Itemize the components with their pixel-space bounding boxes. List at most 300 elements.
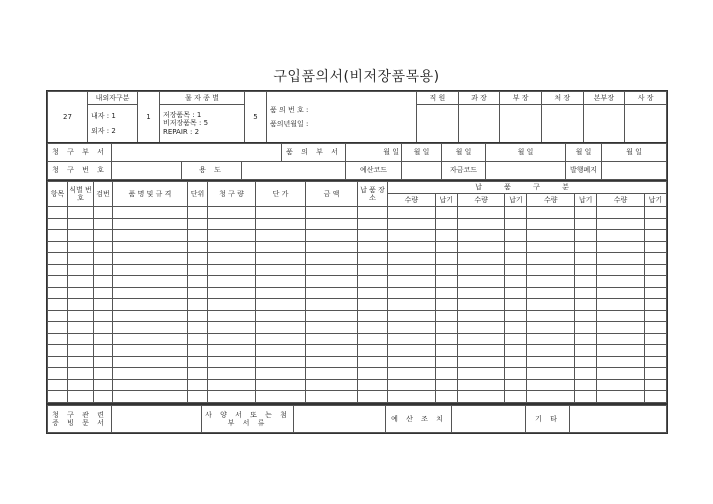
item-cell[interactable]: [208, 322, 256, 334]
sign-box-3[interactable]: [500, 105, 542, 143]
item-cell[interactable]: [435, 264, 457, 276]
item-cell[interactable]: [188, 368, 208, 380]
item-cell[interactable]: [358, 264, 388, 276]
item-cell[interactable]: [644, 241, 666, 253]
item-cell[interactable]: [48, 287, 68, 299]
item-cell[interactable]: [94, 287, 113, 299]
item-cell[interactable]: [597, 322, 645, 334]
item-cell[interactable]: [575, 264, 597, 276]
item-cell[interactable]: [113, 391, 188, 403]
item-cell[interactable]: [68, 253, 94, 265]
item-cell[interactable]: [457, 356, 505, 368]
item-cell[interactable]: [68, 207, 94, 219]
item-cell[interactable]: [113, 322, 188, 334]
item-cell[interactable]: [94, 322, 113, 334]
item-cell[interactable]: [575, 287, 597, 299]
item-cell[interactable]: [388, 345, 436, 357]
item-cell[interactable]: [113, 230, 188, 242]
item-cell[interactable]: [457, 241, 505, 253]
item-cell[interactable]: [457, 391, 505, 403]
item-cell[interactable]: [644, 322, 666, 334]
item-cell[interactable]: [388, 356, 436, 368]
item-cell[interactable]: [94, 253, 113, 265]
item-cell[interactable]: [94, 345, 113, 357]
item-cell[interactable]: [306, 356, 358, 368]
item-cell[interactable]: [68, 264, 94, 276]
docs-field[interactable]: [112, 406, 202, 433]
item-cell[interactable]: [48, 333, 68, 345]
item-cell[interactable]: [435, 287, 457, 299]
item-cell[interactable]: [575, 299, 597, 311]
item-cell[interactable]: [256, 333, 306, 345]
item-cell[interactable]: [256, 276, 306, 288]
item-cell[interactable]: [306, 218, 358, 230]
item-cell[interactable]: [306, 230, 358, 242]
item-cell[interactable]: [113, 333, 188, 345]
item-cell[interactable]: [48, 345, 68, 357]
item-cell[interactable]: [644, 379, 666, 391]
item-cell[interactable]: [358, 287, 388, 299]
item-cell[interactable]: [358, 230, 388, 242]
item-cell[interactable]: [505, 345, 527, 357]
item-cell[interactable]: [597, 230, 645, 242]
item-cell[interactable]: [208, 218, 256, 230]
item-cell[interactable]: [644, 310, 666, 322]
item-cell[interactable]: [527, 356, 575, 368]
item-cell[interactable]: [457, 264, 505, 276]
item-cell[interactable]: [527, 253, 575, 265]
req-no-field[interactable]: [112, 162, 182, 180]
item-cell[interactable]: [575, 379, 597, 391]
item-cell[interactable]: [388, 322, 436, 334]
item-cell[interactable]: [188, 345, 208, 357]
item-cell[interactable]: [48, 207, 68, 219]
item-cell[interactable]: [94, 218, 113, 230]
item-cell[interactable]: [48, 391, 68, 403]
item-cell[interactable]: [256, 310, 306, 322]
item-cell[interactable]: [113, 276, 188, 288]
item-cell[interactable]: [113, 345, 188, 357]
item-cell[interactable]: [306, 333, 358, 345]
item-cell[interactable]: [94, 368, 113, 380]
item-cell[interactable]: [358, 368, 388, 380]
item-cell[interactable]: [94, 241, 113, 253]
item-cell[interactable]: [388, 276, 436, 288]
req-dept-field[interactable]: [112, 144, 282, 162]
item-cell[interactable]: [208, 368, 256, 380]
item-cell[interactable]: [113, 368, 188, 380]
item-cell[interactable]: [188, 310, 208, 322]
sign-box-4[interactable]: [541, 105, 583, 143]
item-cell[interactable]: [208, 299, 256, 311]
item-cell[interactable]: [188, 276, 208, 288]
item-cell[interactable]: [48, 322, 68, 334]
item-cell[interactable]: [527, 264, 575, 276]
item-cell[interactable]: [113, 287, 188, 299]
item-cell[interactable]: [597, 264, 645, 276]
item-cell[interactable]: [505, 333, 527, 345]
item-cell[interactable]: [256, 207, 306, 219]
item-cell[interactable]: [527, 345, 575, 357]
item-cell[interactable]: [435, 299, 457, 311]
item-cell[interactable]: [505, 276, 527, 288]
item-cell[interactable]: [505, 310, 527, 322]
item-cell[interactable]: [575, 207, 597, 219]
item-cell[interactable]: [306, 253, 358, 265]
item-cell[interactable]: [208, 345, 256, 357]
item-cell[interactable]: [388, 287, 436, 299]
item-cell[interactable]: [388, 264, 436, 276]
item-cell[interactable]: [597, 276, 645, 288]
item-cell[interactable]: [48, 241, 68, 253]
item-cell[interactable]: [208, 276, 256, 288]
item-cell[interactable]: [256, 322, 306, 334]
item-cell[interactable]: [435, 368, 457, 380]
item-cell[interactable]: [256, 356, 306, 368]
item-cell[interactable]: [527, 368, 575, 380]
item-cell[interactable]: [435, 218, 457, 230]
item-cell[interactable]: [306, 276, 358, 288]
item-cell[interactable]: [435, 322, 457, 334]
item-cell[interactable]: [94, 264, 113, 276]
etc-field[interactable]: [570, 406, 667, 433]
item-cell[interactable]: [188, 287, 208, 299]
item-cell[interactable]: [644, 299, 666, 311]
item-cell[interactable]: [113, 218, 188, 230]
item-cell[interactable]: [208, 310, 256, 322]
item-cell[interactable]: [256, 391, 306, 403]
sign-box-5[interactable]: [583, 105, 625, 143]
item-cell[interactable]: [597, 253, 645, 265]
item-cell[interactable]: [306, 287, 358, 299]
item-cell[interactable]: [306, 345, 358, 357]
item-cell[interactable]: [505, 207, 527, 219]
item-cell[interactable]: [388, 230, 436, 242]
item-cell[interactable]: [208, 241, 256, 253]
item-cell[interactable]: [113, 310, 188, 322]
item-cell[interactable]: [358, 345, 388, 357]
item-cell[interactable]: [48, 276, 68, 288]
item-cell[interactable]: [208, 230, 256, 242]
item-cell[interactable]: [505, 218, 527, 230]
item-cell[interactable]: [575, 276, 597, 288]
item-cell[interactable]: [388, 391, 436, 403]
item-cell[interactable]: [256, 218, 306, 230]
item-cell[interactable]: [188, 207, 208, 219]
item-cell[interactable]: [457, 345, 505, 357]
item-cell[interactable]: [505, 391, 527, 403]
item-cell[interactable]: [457, 287, 505, 299]
item-cell[interactable]: [505, 264, 527, 276]
item-cell[interactable]: [68, 218, 94, 230]
item-cell[interactable]: [188, 264, 208, 276]
item-cell[interactable]: [358, 207, 388, 219]
item-cell[interactable]: [435, 345, 457, 357]
item-cell[interactable]: [644, 333, 666, 345]
item-cell[interactable]: [597, 333, 645, 345]
item-cell[interactable]: [68, 391, 94, 403]
item-cell[interactable]: [457, 379, 505, 391]
item-cell[interactable]: [597, 287, 645, 299]
item-cell[interactable]: [68, 230, 94, 242]
item-cell[interactable]: [457, 276, 505, 288]
item-cell[interactable]: [208, 253, 256, 265]
item-cell[interactable]: [505, 287, 527, 299]
item-cell[interactable]: [48, 218, 68, 230]
item-cell[interactable]: [435, 379, 457, 391]
item-cell[interactable]: [644, 368, 666, 380]
item-cell[interactable]: [358, 218, 388, 230]
item-cell[interactable]: [94, 276, 113, 288]
item-cell[interactable]: [208, 333, 256, 345]
item-cell[interactable]: [256, 264, 306, 276]
spec-field[interactable]: [294, 406, 386, 433]
item-cell[interactable]: [527, 276, 575, 288]
item-cell[interactable]: [113, 299, 188, 311]
item-cell[interactable]: [208, 264, 256, 276]
item-cell[interactable]: [358, 333, 388, 345]
item-cell[interactable]: [388, 333, 436, 345]
item-cell[interactable]: [597, 379, 645, 391]
item-cell[interactable]: [388, 368, 436, 380]
item-cell[interactable]: [527, 230, 575, 242]
item-cell[interactable]: [644, 287, 666, 299]
item-cell[interactable]: [256, 379, 306, 391]
item-cell[interactable]: [644, 207, 666, 219]
item-cell[interactable]: [48, 264, 68, 276]
item-cell[interactable]: [68, 333, 94, 345]
item-cell[interactable]: [68, 299, 94, 311]
item-cell[interactable]: [113, 241, 188, 253]
item-cell[interactable]: [48, 253, 68, 265]
item-cell[interactable]: [575, 333, 597, 345]
item-cell[interactable]: [505, 230, 527, 242]
item-cell[interactable]: [94, 356, 113, 368]
item-cell[interactable]: [457, 333, 505, 345]
item-cell[interactable]: [644, 218, 666, 230]
item-cell[interactable]: [94, 333, 113, 345]
item-cell[interactable]: [188, 230, 208, 242]
item-cell[interactable]: [575, 322, 597, 334]
item-cell[interactable]: [256, 241, 306, 253]
item-cell[interactable]: [457, 218, 505, 230]
item-cell[interactable]: [435, 276, 457, 288]
item-cell[interactable]: [527, 310, 575, 322]
item-cell[interactable]: [68, 241, 94, 253]
item-cell[interactable]: [113, 253, 188, 265]
item-cell[interactable]: [188, 241, 208, 253]
item-cell[interactable]: [575, 345, 597, 357]
item-cell[interactable]: [188, 379, 208, 391]
item-cell[interactable]: [505, 322, 527, 334]
item-cell[interactable]: [435, 230, 457, 242]
item-cell[interactable]: [208, 391, 256, 403]
item-cell[interactable]: [527, 322, 575, 334]
item-cell[interactable]: [644, 391, 666, 403]
issue-no-field[interactable]: [602, 162, 667, 180]
item-cell[interactable]: [358, 356, 388, 368]
budget-field[interactable]: [452, 406, 526, 433]
item-cell[interactable]: [575, 356, 597, 368]
item-cell[interactable]: [358, 322, 388, 334]
item-cell[interactable]: [48, 310, 68, 322]
item-cell[interactable]: [188, 322, 208, 334]
item-cell[interactable]: [256, 230, 306, 242]
item-cell[interactable]: [527, 241, 575, 253]
item-cell[interactable]: [457, 299, 505, 311]
item-cell[interactable]: [388, 310, 436, 322]
item-cell[interactable]: [505, 241, 527, 253]
item-cell[interactable]: [256, 253, 306, 265]
item-cell[interactable]: [358, 241, 388, 253]
item-cell[interactable]: [644, 253, 666, 265]
item-cell[interactable]: [435, 207, 457, 219]
item-cell[interactable]: [457, 207, 505, 219]
item-cell[interactable]: [457, 310, 505, 322]
item-cell[interactable]: [68, 345, 94, 357]
item-cell[interactable]: [457, 322, 505, 334]
item-cell[interactable]: [48, 299, 68, 311]
item-cell[interactable]: [358, 391, 388, 403]
item-cell[interactable]: [306, 299, 358, 311]
item-cell[interactable]: [597, 310, 645, 322]
item-cell[interactable]: [68, 310, 94, 322]
item-cell[interactable]: [94, 379, 113, 391]
item-cell[interactable]: [575, 218, 597, 230]
item-cell[interactable]: [208, 207, 256, 219]
item-cell[interactable]: [358, 253, 388, 265]
item-cell[interactable]: [597, 391, 645, 403]
item-cell[interactable]: [48, 230, 68, 242]
item-cell[interactable]: [94, 310, 113, 322]
item-cell[interactable]: [575, 241, 597, 253]
budget-code-field[interactable]: [402, 162, 442, 180]
item-cell[interactable]: [113, 207, 188, 219]
item-cell[interactable]: [208, 356, 256, 368]
item-cell[interactable]: [597, 299, 645, 311]
item-cell[interactable]: [306, 391, 358, 403]
item-cell[interactable]: [388, 218, 436, 230]
item-cell[interactable]: [48, 356, 68, 368]
item-cell[interactable]: [527, 218, 575, 230]
item-cell[interactable]: [575, 230, 597, 242]
item-cell[interactable]: [575, 310, 597, 322]
item-cell[interactable]: [94, 207, 113, 219]
item-cell[interactable]: [306, 322, 358, 334]
item-cell[interactable]: [597, 368, 645, 380]
item-cell[interactable]: [505, 356, 527, 368]
item-cell[interactable]: [306, 264, 358, 276]
item-cell[interactable]: [306, 207, 358, 219]
item-cell[interactable]: [113, 356, 188, 368]
item-cell[interactable]: [527, 287, 575, 299]
item-cell[interactable]: [94, 299, 113, 311]
sign-box-6[interactable]: [625, 105, 667, 143]
item-cell[interactable]: [306, 310, 358, 322]
item-cell[interactable]: [527, 207, 575, 219]
item-cell[interactable]: [68, 276, 94, 288]
item-cell[interactable]: [388, 207, 436, 219]
item-cell[interactable]: [388, 379, 436, 391]
item-cell[interactable]: [505, 368, 527, 380]
item-cell[interactable]: [113, 264, 188, 276]
item-cell[interactable]: [256, 287, 306, 299]
item-cell[interactable]: [457, 253, 505, 265]
item-cell[interactable]: [188, 253, 208, 265]
sign-box-2[interactable]: [458, 105, 500, 143]
item-cell[interactable]: [575, 368, 597, 380]
item-cell[interactable]: [188, 299, 208, 311]
item-cell[interactable]: [208, 287, 256, 299]
item-cell[interactable]: [575, 391, 597, 403]
item-cell[interactable]: [68, 356, 94, 368]
item-cell[interactable]: [505, 379, 527, 391]
item-cell[interactable]: [358, 276, 388, 288]
item-cell[interactable]: [388, 299, 436, 311]
item-cell[interactable]: [644, 264, 666, 276]
item-cell[interactable]: [644, 345, 666, 357]
item-cell[interactable]: [388, 241, 436, 253]
item-cell[interactable]: [644, 276, 666, 288]
item-cell[interactable]: [188, 333, 208, 345]
item-cell[interactable]: [597, 207, 645, 219]
item-cell[interactable]: [68, 322, 94, 334]
item-cell[interactable]: [113, 379, 188, 391]
item-cell[interactable]: [306, 368, 358, 380]
item-cell[interactable]: [505, 299, 527, 311]
item-cell[interactable]: [435, 310, 457, 322]
item-cell[interactable]: [256, 345, 306, 357]
item-cell[interactable]: [527, 299, 575, 311]
item-cell[interactable]: [597, 218, 645, 230]
item-cell[interactable]: [388, 253, 436, 265]
item-cell[interactable]: [435, 356, 457, 368]
item-cell[interactable]: [457, 368, 505, 380]
item-cell[interactable]: [256, 299, 306, 311]
item-cell[interactable]: [435, 333, 457, 345]
item-cell[interactable]: [435, 241, 457, 253]
item-cell[interactable]: [597, 241, 645, 253]
item-cell[interactable]: [527, 379, 575, 391]
item-cell[interactable]: [575, 253, 597, 265]
item-cell[interactable]: [457, 230, 505, 242]
item-cell[interactable]: [597, 345, 645, 357]
usage-field[interactable]: [242, 162, 346, 180]
item-cell[interactable]: [256, 368, 306, 380]
sign-box-1[interactable]: [417, 105, 459, 143]
item-cell[interactable]: [94, 230, 113, 242]
item-cell[interactable]: [94, 391, 113, 403]
item-cell[interactable]: [48, 368, 68, 380]
item-cell[interactable]: [527, 333, 575, 345]
item-cell[interactable]: [68, 379, 94, 391]
item-cell[interactable]: [435, 391, 457, 403]
item-cell[interactable]: [435, 253, 457, 265]
item-cell[interactable]: [644, 230, 666, 242]
item-cell[interactable]: [208, 379, 256, 391]
item-cell[interactable]: [597, 356, 645, 368]
item-cell[interactable]: [48, 379, 68, 391]
item-cell[interactable]: [188, 391, 208, 403]
item-cell[interactable]: [188, 356, 208, 368]
item-cell[interactable]: [306, 379, 358, 391]
item-cell[interactable]: [358, 310, 388, 322]
item-cell[interactable]: [188, 218, 208, 230]
fund-code-field[interactable]: [486, 162, 566, 180]
item-cell[interactable]: [68, 368, 94, 380]
item-cell[interactable]: [358, 299, 388, 311]
item-cell[interactable]: [505, 253, 527, 265]
